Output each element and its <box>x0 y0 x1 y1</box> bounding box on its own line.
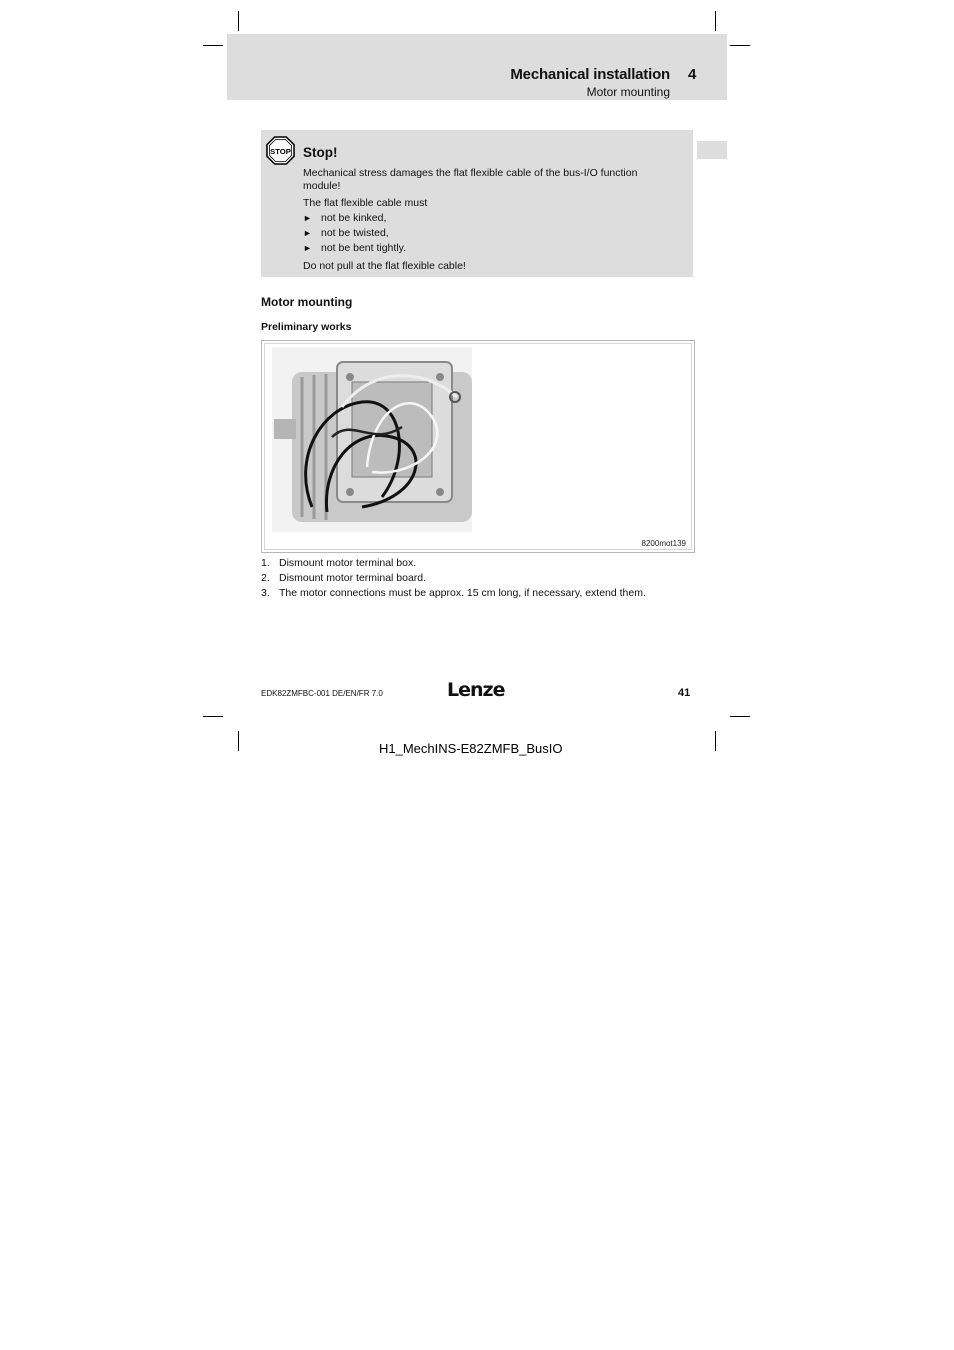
doc-reference: EDK82ZMFBC-001 DE/EN/FR 7.0 <box>261 689 383 698</box>
list-item: ► not be bent tightly. <box>303 242 407 254</box>
chapter-title: Mechanical installation <box>510 66 670 83</box>
stop-paragraph: Mechanical stress damages the flat flexible cable of the bus-I/O function module! <box>303 167 638 192</box>
stop-sign-icon <box>266 136 295 165</box>
sub-heading: Preliminary works <box>261 321 352 333</box>
figure-caption: 8200mot139 <box>641 539 686 548</box>
crop-mark <box>715 731 716 751</box>
svg-text:STOP: STOP <box>270 146 291 156</box>
figure <box>261 340 695 553</box>
lenze-logo: Lenze <box>447 679 505 701</box>
bullet-icon: ► <box>303 243 312 253</box>
page-number: 41 <box>678 687 691 699</box>
motor-photo <box>272 347 472 532</box>
side-tab-marker <box>697 141 727 159</box>
file-label: H1_MechINS-E82ZMFB_BusIO <box>379 741 563 756</box>
crop-mark <box>203 716 223 717</box>
stop-bullet-list <box>303 211 675 256</box>
list-item: 3. The motor connections must be approx. 15 cm long, if necessary, extend them. <box>261 587 646 599</box>
crop-mark <box>730 45 750 46</box>
bullet-icon: ► <box>303 213 312 223</box>
stop-paragraph: The flat flexible cable must <box>303 197 428 209</box>
list-item: 2. Dismount motor terminal board. <box>261 572 427 584</box>
crop-mark <box>238 731 239 751</box>
section-heading: Motor mounting <box>261 295 353 309</box>
crop-mark <box>730 716 750 717</box>
steps-list <box>261 556 701 601</box>
list-item: 1. Dismount motor terminal box. <box>261 557 417 569</box>
stop-title: Stop! <box>303 145 338 160</box>
crop-mark <box>715 11 716 31</box>
list-item: ► not be kinked, <box>303 212 387 224</box>
chapter-subtitle: Motor mounting <box>586 85 670 99</box>
crop-mark <box>238 11 239 31</box>
stop-text <box>303 167 675 277</box>
list-item: ► not be twisted, <box>303 227 389 239</box>
stop-paragraph: Do not pull at the flat flexible cable! <box>303 260 466 272</box>
stop-notice <box>261 130 693 277</box>
chapter-number: 4 <box>688 66 697 83</box>
bullet-icon: ► <box>303 228 312 238</box>
crop-mark <box>203 45 223 46</box>
